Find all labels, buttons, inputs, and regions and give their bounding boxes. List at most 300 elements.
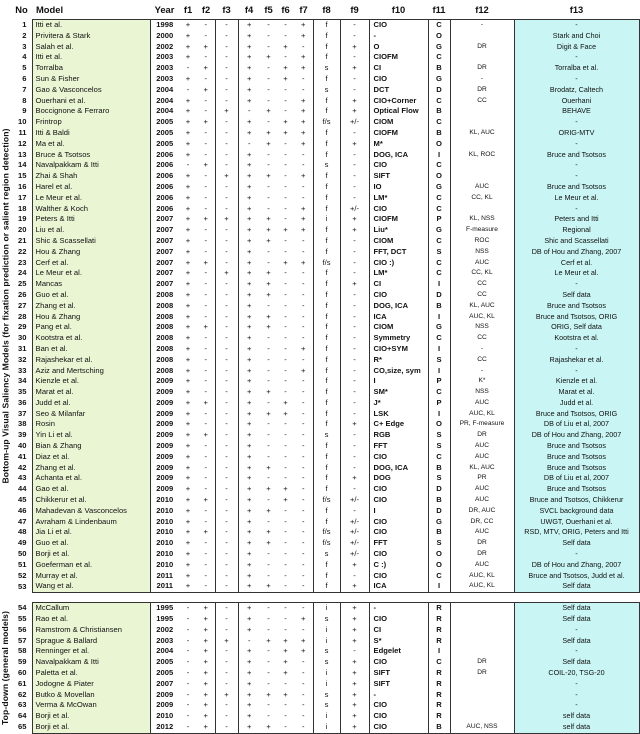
- cell-f4: +: [238, 517, 260, 528]
- cell-year: 2011: [150, 581, 179, 592]
- cell-f2: +: [203, 689, 208, 699]
- cell-no: 21: [18, 235, 27, 245]
- cell-f8: f: [313, 387, 340, 398]
- cell-f10: Optical Flow: [369, 106, 428, 117]
- cell-f4: +: [238, 668, 260, 679]
- cell-f1: -: [186, 646, 190, 656]
- cell-no: 49: [18, 538, 27, 548]
- cell-f6: -: [284, 333, 287, 343]
- cell-f3: -: [215, 484, 238, 495]
- cell-no: 56: [18, 624, 27, 634]
- cell-f2: +: [203, 527, 208, 537]
- cell-f1: +: [185, 203, 191, 213]
- table-row: [11, 258, 639, 269]
- cell-no: 60: [18, 668, 27, 678]
- cell-f13: self data: [514, 711, 639, 722]
- cell-year: 2010: [150, 711, 179, 722]
- cell-year: 1995: [150, 603, 179, 614]
- cell-f9: +: [340, 96, 369, 107]
- cell-f1: -: [179, 603, 197, 614]
- cell-model: Boccignone & Ferraro: [32, 106, 150, 117]
- cell-f8: f/s: [313, 258, 340, 269]
- cell-f7: -: [301, 246, 305, 256]
- cell-f4: +: [238, 506, 260, 517]
- cell-f6: -: [284, 279, 287, 289]
- cell-f13: DB of Hou and Zhang, 2007: [514, 560, 639, 571]
- cell-f8: f/s: [313, 117, 340, 128]
- cell-f5: +: [266, 387, 271, 397]
- cell-f9: +: [340, 581, 369, 592]
- cell-f2: +: [203, 624, 208, 634]
- cell-f2: +: [203, 646, 208, 656]
- cell-f4: +: [238, 603, 260, 614]
- cell-f5: -: [267, 549, 270, 559]
- cell-f7: -: [301, 322, 305, 332]
- cell-f7: +: [301, 30, 306, 40]
- cell-f8: f: [313, 322, 340, 333]
- cell-no: 25: [18, 279, 27, 289]
- cell-year: 2004: [150, 96, 179, 107]
- cell-year: 2010: [150, 549, 179, 560]
- cell-f10: LM*: [369, 193, 428, 204]
- cell-f4: +: [238, 214, 260, 225]
- cell-f13: Self data: [514, 290, 639, 301]
- cell-f11: O: [428, 549, 450, 560]
- cell-f5: -: [267, 495, 270, 505]
- cell-f1: +: [185, 549, 191, 559]
- cell-f7: -: [301, 408, 305, 418]
- cell-f1: -: [179, 722, 197, 733]
- cell-f4: +: [238, 657, 260, 668]
- cell-f2: -: [204, 138, 208, 148]
- cell-f5: -: [267, 419, 270, 429]
- cell-f3: -: [215, 160, 238, 171]
- cell-f10: DOG, ICA: [369, 463, 428, 474]
- cell-f11: C: [428, 160, 450, 171]
- cell-f4: +: [238, 74, 260, 85]
- cell-f1: +: [185, 451, 191, 461]
- cell-f2: -: [204, 181, 208, 191]
- cell-f11: P: [428, 376, 450, 387]
- cell-f9: -: [340, 85, 369, 96]
- cell-f11: R: [428, 625, 450, 636]
- cell-f3: -: [215, 182, 238, 193]
- cell-f6: -: [284, 614, 287, 624]
- cell-f2: +: [203, 495, 208, 505]
- cell-f6: -: [284, 473, 287, 483]
- cell-f12: KL, AUC: [450, 463, 514, 474]
- cell-f1: +: [185, 559, 191, 569]
- cell-f6: -: [284, 570, 287, 580]
- cell-f13: DB of Hou and Zhang, 2007: [514, 430, 639, 441]
- cell-f12: [450, 690, 514, 701]
- cell-year: 2007: [150, 247, 179, 258]
- cell-f2: -: [204, 192, 208, 202]
- cell-year: 2007: [150, 279, 179, 290]
- cell-f6: +: [283, 117, 288, 127]
- cell-year: 2003: [150, 636, 179, 647]
- cell-model: Kootstra et al.: [32, 333, 150, 344]
- col-f6-header: f6: [281, 4, 290, 15]
- cell-f5: +: [266, 484, 271, 494]
- table-row: [11, 247, 639, 258]
- cell-f9: +: [340, 657, 369, 668]
- cell-f4: +: [238, 247, 260, 258]
- cell-f3: -: [215, 366, 238, 377]
- cell-no: 17: [18, 192, 27, 202]
- cell-f5: +: [266, 127, 271, 137]
- cell-f4: +: [238, 150, 260, 161]
- cell-f12: [450, 711, 514, 722]
- cell-f2: -: [204, 451, 208, 461]
- cell-f5: -: [260, 20, 277, 31]
- col-year-header: Year: [154, 4, 175, 15]
- cell-year: 2011: [150, 571, 179, 582]
- cell-f3: -: [215, 700, 238, 711]
- cell-year: 2012: [150, 722, 179, 733]
- cell-f11: B: [428, 495, 450, 506]
- cell-f11: R: [428, 690, 450, 701]
- cell-f5: -: [267, 333, 270, 343]
- cell-f11: S: [428, 247, 450, 258]
- cell-year: 2004: [150, 85, 179, 96]
- cell-f12: DR, CC: [450, 517, 514, 528]
- cell-model: Le Meur et al.: [32, 268, 150, 279]
- cell-no: 41: [18, 451, 27, 461]
- cell-model: Itti & Baldi: [32, 128, 150, 139]
- cell-model: Chikkerur et al.: [32, 495, 150, 506]
- cell-f9: +: [340, 614, 369, 625]
- table-row: [11, 52, 639, 63]
- table-row: [11, 419, 639, 430]
- cell-f10: Liu*: [369, 225, 428, 236]
- cell-f13: Stark and Choi: [514, 31, 639, 42]
- cell-f2: -: [204, 441, 208, 451]
- cell-f3: -: [215, 376, 238, 387]
- cell-f1: +: [185, 235, 191, 245]
- table-row: [11, 63, 639, 74]
- cell-f4: +: [238, 52, 260, 63]
- cell-f8: f: [313, 182, 340, 193]
- cell-f9: -: [340, 430, 369, 441]
- cell-f9: -: [340, 463, 369, 474]
- cell-f8: f: [313, 106, 340, 117]
- cell-f3: -: [215, 603, 238, 614]
- table-row: [11, 711, 639, 722]
- cell-f10: FFT, DCT: [369, 247, 428, 258]
- cell-year: 2008: [150, 366, 179, 377]
- cell-f12: [450, 171, 514, 182]
- cell-f7: -: [301, 451, 305, 461]
- cell-f6: -: [284, 181, 287, 191]
- cell-f1: +: [185, 365, 191, 375]
- cell-year: 2007: [150, 236, 179, 247]
- cell-f2: -: [204, 354, 208, 364]
- top-down-rows: [11, 603, 639, 734]
- cell-f5: +: [266, 527, 271, 537]
- cell-f12: [450, 700, 514, 711]
- table-row: [11, 42, 639, 53]
- col-f13-header: f13: [569, 4, 584, 15]
- cell-f2: -: [197, 20, 215, 31]
- cell-f11: P: [428, 398, 450, 409]
- cell-model: Rajashekar et al.: [32, 355, 150, 366]
- cell-year: 2009: [150, 452, 179, 463]
- cell-no: 30: [18, 333, 27, 343]
- cell-model: Frintrop: [32, 117, 150, 128]
- cell-model: Borji et al.: [32, 549, 150, 560]
- cell-model: Bian & Zhang: [32, 441, 150, 452]
- col-f7-header: f7: [299, 4, 308, 15]
- cell-f12: [450, 204, 514, 215]
- cell-f1: +: [185, 333, 191, 343]
- table-row: [11, 387, 639, 398]
- col-f12-header: f12: [475, 4, 489, 15]
- cell-f1: +: [185, 246, 191, 256]
- cell-no: 9: [22, 106, 27, 116]
- cell-f13: Ouerhani: [514, 96, 639, 107]
- cell-f4: +: [238, 527, 260, 538]
- cell-f10: CO,size, sym: [369, 366, 428, 377]
- cell-no: 20: [18, 225, 27, 235]
- cell-f3: -: [215, 538, 238, 549]
- cell-f8: s: [313, 700, 340, 711]
- cell-f12: DR: [450, 549, 514, 560]
- cell-year: 2010: [150, 538, 179, 549]
- cell-f3: -: [215, 711, 238, 722]
- cell-f13: Kootstra et al.: [514, 333, 639, 344]
- cell-f9: +: [340, 636, 369, 647]
- cell-model: Seo & Milanfar: [32, 409, 150, 420]
- cell-f11: G: [428, 42, 450, 53]
- cell-f13: -: [514, 690, 639, 701]
- cell-model: Zhai & Shah: [32, 171, 150, 182]
- cell-f13: -: [514, 171, 639, 182]
- cell-f2: -: [204, 279, 208, 289]
- cell-f3: -: [215, 96, 238, 107]
- cell-f7: +: [294, 20, 313, 31]
- cell-f9: +/-: [340, 204, 369, 215]
- cell-f10: CIO: [369, 20, 428, 31]
- cell-f3: -: [215, 42, 238, 53]
- cell-f12: [450, 160, 514, 171]
- cell-year: 2008: [150, 290, 179, 301]
- cell-f7: +: [301, 117, 306, 127]
- cell-f9: +: [340, 625, 369, 636]
- cell-f12: AUC, KL: [450, 571, 514, 582]
- cell-no: 19: [18, 214, 27, 224]
- cell-no: 52: [18, 570, 27, 580]
- cell-f1: +: [185, 279, 191, 289]
- cell-f12: [450, 625, 514, 636]
- cell-f7: +: [301, 646, 306, 656]
- cell-f10: CI: [369, 279, 428, 290]
- table-row: [11, 549, 639, 560]
- cell-f7: -: [301, 549, 305, 559]
- cell-f8: f: [313, 247, 340, 258]
- cell-year: 2006: [150, 193, 179, 204]
- cell-f2: -: [204, 235, 208, 245]
- cell-f2: +: [203, 700, 208, 710]
- cell-f3: -: [215, 430, 238, 441]
- cell-year: 2009: [150, 473, 179, 484]
- cell-no: 18: [18, 203, 27, 213]
- cell-f2: +: [203, 678, 208, 688]
- cell-f9: +: [340, 711, 369, 722]
- cell-f3: -: [215, 139, 238, 150]
- cell-f1: +: [185, 127, 191, 137]
- cell-f1: +: [185, 516, 191, 526]
- cell-f12: [450, 636, 514, 647]
- cell-f9: -: [340, 268, 369, 279]
- cell-f2: +: [197, 603, 215, 614]
- cell-f13: Self data: [514, 538, 639, 549]
- cell-f1: +: [185, 419, 191, 429]
- cell-f9: +: [340, 603, 369, 614]
- cell-no: 43: [18, 473, 27, 483]
- cell-f3: -: [215, 646, 238, 657]
- cell-f4: +: [238, 85, 260, 96]
- cell-f11: S: [428, 473, 450, 484]
- cell-model: Hou & Zhang: [32, 312, 150, 323]
- cell-f13: -: [514, 20, 639, 31]
- cell-f13: -: [514, 160, 639, 171]
- cell-f10: CI: [369, 63, 428, 74]
- cell-f9: +/-: [340, 495, 369, 506]
- cell-f7: -: [301, 689, 305, 699]
- cell-f11: B: [428, 301, 450, 312]
- cell-f10: LSK: [369, 409, 428, 420]
- cell-f8: f: [313, 96, 340, 107]
- cell-f8: f: [313, 441, 340, 452]
- table-row: [11, 366, 639, 377]
- cell-f4: +: [238, 560, 260, 571]
- cell-f3: -: [215, 581, 238, 592]
- cell-no: 46: [18, 505, 27, 515]
- cell-f2: -: [204, 225, 208, 235]
- cell-year: 2000: [150, 31, 179, 42]
- cell-no: 38: [18, 419, 27, 429]
- col-f9-header: f9: [350, 4, 359, 15]
- cell-f2: -: [197, 581, 215, 592]
- cell-f11: C: [428, 236, 450, 247]
- cell-model: Salah et al.: [32, 42, 150, 53]
- cell-f2: -: [204, 30, 208, 40]
- cell-f6: -: [284, 203, 287, 213]
- cell-f12: [450, 646, 514, 657]
- cell-f6: -: [284, 376, 287, 386]
- cell-year: 2010: [150, 517, 179, 528]
- cell-no: 7: [22, 84, 27, 94]
- cell-f2: -: [204, 538, 208, 548]
- cell-f6: -: [277, 603, 294, 614]
- cell-f4: +: [238, 333, 260, 344]
- cell-no: 13: [18, 149, 27, 159]
- col-f1-header: f1: [183, 4, 193, 15]
- cell-no: 28: [18, 311, 27, 321]
- cell-f10: M*: [369, 139, 428, 150]
- cell-f9: +: [340, 700, 369, 711]
- cell-f6: -: [284, 700, 287, 710]
- cell-f10: CIO: [369, 657, 428, 668]
- cell-f2: -: [204, 203, 208, 213]
- cell-f1: +: [185, 484, 191, 494]
- cell-f6: +: [283, 668, 288, 678]
- cell-f2: -: [204, 333, 208, 343]
- cell-f8: f: [313, 581, 340, 592]
- table-row: [11, 106, 639, 117]
- table-row: [11, 409, 639, 420]
- cell-year: 2008: [150, 312, 179, 323]
- cell-f2: -: [204, 311, 208, 321]
- cell-f7: -: [301, 624, 305, 634]
- table-row: [11, 398, 639, 409]
- cell-f3: -: [215, 20, 238, 31]
- cell-f7: -: [301, 181, 305, 191]
- cell-f12: DR: [450, 85, 514, 96]
- cell-f5: -: [267, 376, 270, 386]
- cell-f4: +: [238, 463, 260, 474]
- cell-f3: -: [215, 290, 238, 301]
- cell-f5: +: [266, 279, 271, 289]
- cell-f4: +: [238, 182, 260, 193]
- cell-f8: f: [313, 517, 340, 528]
- cell-f1: +: [185, 41, 191, 51]
- cell-model: Butko & Movellan: [32, 690, 150, 701]
- cell-year: 2002: [150, 625, 179, 636]
- cell-f10: DCT: [369, 85, 428, 96]
- cell-f2: +: [203, 614, 208, 624]
- cell-f10: SIFT: [369, 171, 428, 182]
- cell-no: 24: [18, 268, 27, 278]
- cell-f12: AUC, KL: [450, 312, 514, 323]
- cell-f9: -: [340, 31, 369, 42]
- cell-model: Ban et al.: [32, 344, 150, 355]
- cell-f12: NSS: [450, 322, 514, 333]
- cell-model: Zhang et al.: [32, 463, 150, 474]
- cell-f6: -: [284, 138, 287, 148]
- cell-f7: -: [301, 700, 305, 710]
- cell-no: 42: [18, 462, 27, 472]
- cell-f13: -: [514, 679, 639, 690]
- cell-f13: -: [514, 549, 639, 560]
- cell-f2: -: [204, 549, 208, 559]
- cell-f10: Symmetry: [369, 333, 428, 344]
- cell-model: Borji et al.: [32, 722, 150, 733]
- cell-f9: -: [340, 646, 369, 657]
- cell-f8: f: [313, 571, 340, 582]
- cell-f8: f: [313, 344, 340, 355]
- cell-f2: +: [203, 668, 208, 678]
- cell-model: Cerf et al.: [32, 258, 150, 269]
- cell-f1: +: [185, 225, 191, 235]
- cell-f11: G: [428, 517, 450, 528]
- cell-f5: +: [266, 268, 271, 278]
- cell-model: Torralba: [32, 63, 150, 74]
- cell-f7: -: [301, 289, 305, 299]
- cell-f2: -: [204, 376, 208, 386]
- cell-f12: KL, ROC: [450, 150, 514, 161]
- cell-f12: [450, 614, 514, 625]
- cell-f6: -: [284, 160, 287, 170]
- cell-f2: -: [204, 559, 208, 569]
- cell-f1: +: [185, 441, 191, 451]
- cell-year: 2009: [150, 430, 179, 441]
- cell-no: 59: [18, 657, 27, 667]
- table-row: [11, 160, 639, 171]
- cell-f3: -: [215, 225, 238, 236]
- cell-f10: DOG, ICA: [369, 301, 428, 312]
